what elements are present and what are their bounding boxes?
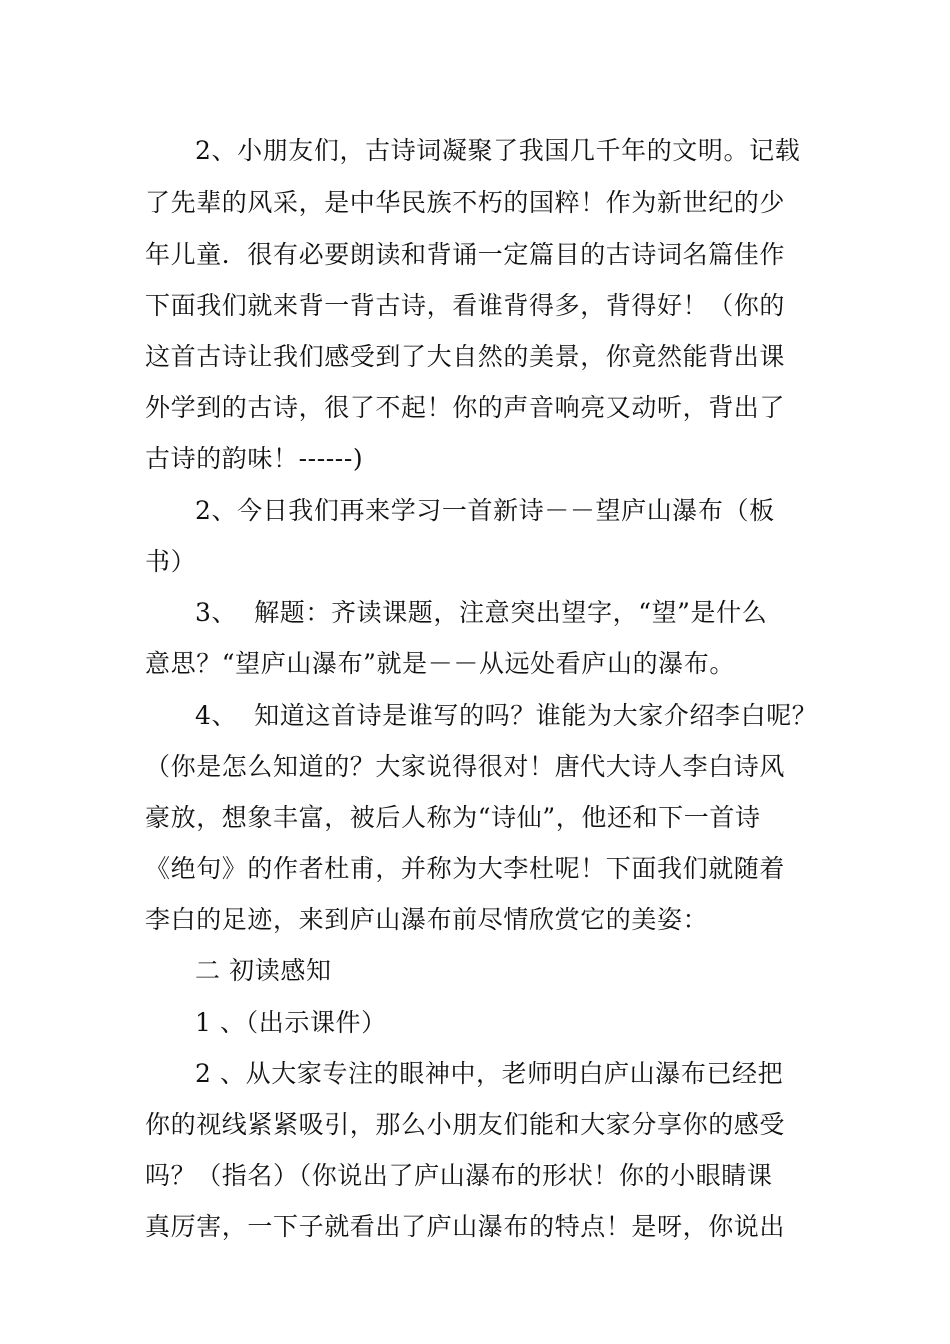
paragraph-line: 这首古诗让我们感受到了大自然的美景，你竟然能背出课 xyxy=(145,342,786,371)
paragraph-line: 真厉害，一下子就看出了庐山瀑布的特点！是呀，你说出 xyxy=(145,1212,786,1241)
paragraph-line: 你的视线紧紧吸引，那么小朋友们能和大家分享你的感受 xyxy=(145,1110,786,1139)
paragraph-line: 2、小朋友们，古诗词凝聚了我国几千年的文明。记载 xyxy=(195,136,801,165)
paragraph-line: 意思？“望庐山瀑布”就是－－从远处看庐山的瀑布。 xyxy=(145,649,735,678)
paragraph-line: 1 、（出示课件） xyxy=(195,1008,387,1037)
paragraph-line: 豪放，想象丰富，被后人称为“诗仙”，他还和下一首诗 xyxy=(145,803,761,832)
paragraph-line: 书） xyxy=(145,547,197,576)
paragraph-line: 下面我们就来背一背古诗，看谁背得多，背得好！（你的 xyxy=(145,291,786,320)
paragraph-line: 2、今日我们再来学习一首新诗－－望庐山瀑布（板 xyxy=(195,496,775,525)
paragraph-line: 年儿童．很有必要朗读和背诵一定篇目的古诗词名篇佳作 xyxy=(145,240,786,269)
paragraph-line: 2 、从大家专注的眼神中，老师明白庐山瀑布已经把 xyxy=(195,1059,784,1088)
paragraph-line: 3、 解题：齐读课题，注意突出望字，“望”是什么 xyxy=(195,598,768,627)
paragraph-line: （你是怎么知道的？大家说得很对！唐代大诗人李白诗风 xyxy=(145,752,786,781)
paragraph-line: 吗？（指名）（你说出了庐山瀑布的形状！你的小眼睛课 xyxy=(145,1161,773,1190)
paragraph-line: 古诗的韵味！------) xyxy=(145,444,364,473)
paragraph-line: 4、 知道这首诗是谁写的吗？谁能为大家介绍李白呢？ xyxy=(195,701,818,730)
paragraph-line: 了先辈的风采，是中华民族不朽的国粹！作为新世纪的少 xyxy=(145,188,786,217)
section-heading: 二 初读感知 xyxy=(195,956,332,985)
paragraph-line: 李白的足迹，来到庐山瀑布前尽情欣赏它的美姿： xyxy=(145,905,709,934)
paragraph-line: 外学到的古诗，很了不起！你的声音响亮又动听，背出了 xyxy=(145,393,786,422)
paragraph-line: 《绝句》的作者杜甫，并称为大李杜呢！下面我们就随着 xyxy=(145,854,786,883)
